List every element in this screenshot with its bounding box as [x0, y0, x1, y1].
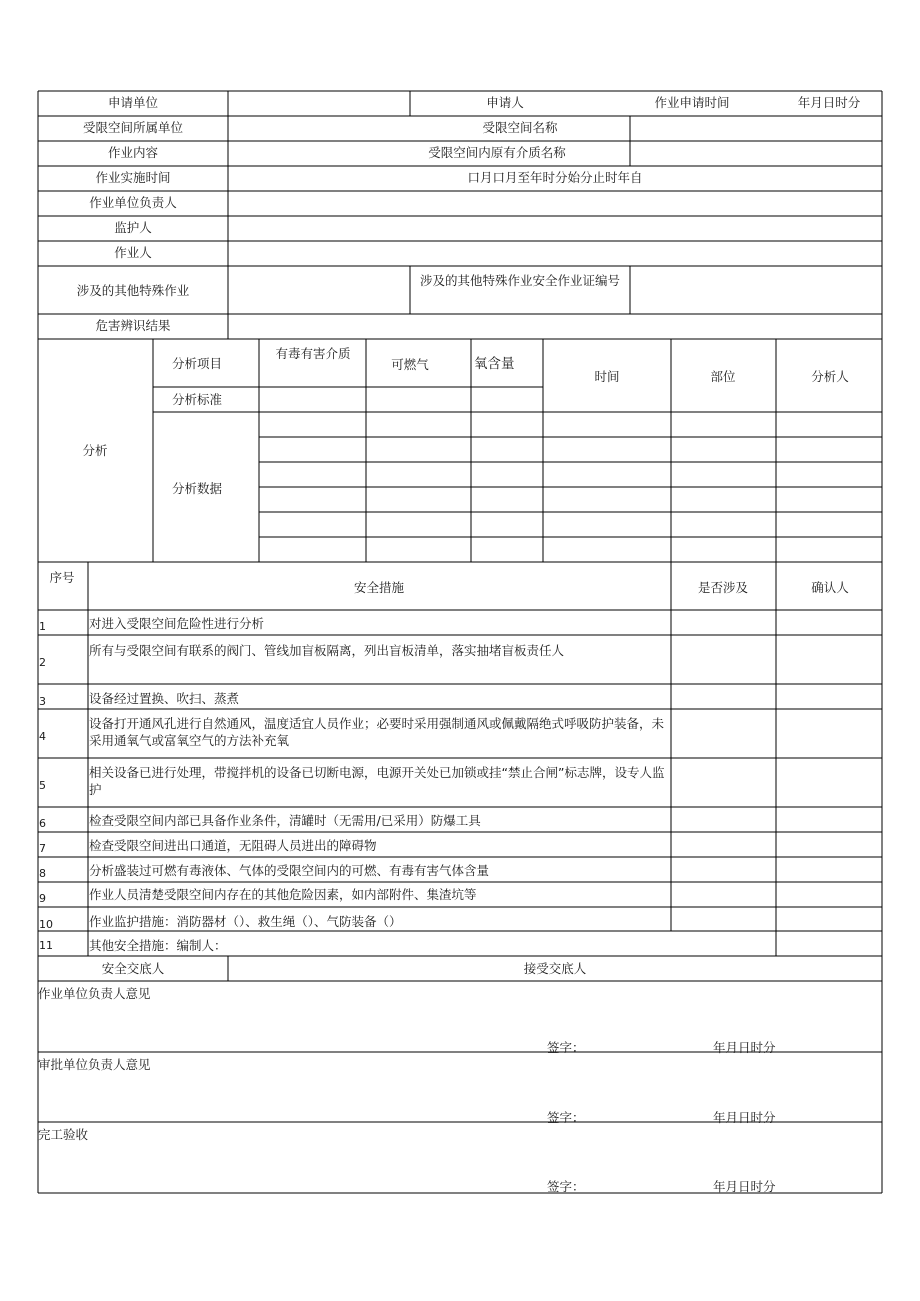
measure-no: 2	[39, 656, 46, 669]
measure-no: 7	[39, 842, 46, 855]
hazard-result-label: 危害辨识结果	[95, 318, 171, 333]
measure-text: 对进入受限空间危险性进行分析	[89, 616, 265, 631]
apply-time-value: 年月日时分	[797, 95, 861, 110]
measure-no: 3	[39, 695, 46, 708]
applicant-unit-label: 申请单位	[107, 95, 159, 110]
signature-label: 签字：	[547, 1040, 585, 1055]
unit-leader-label: 作业单位负责人	[89, 195, 177, 210]
approver-opinion-title: 审批单位负责人意见	[38, 1057, 151, 1072]
col-flammable-gas: 可燃气	[391, 357, 429, 372]
measure-text: 分析盛装过可燃有毒液体、气体的受限空间内的可燃、有毒有害气体含量	[89, 863, 490, 878]
col-analyst: 分析人	[811, 369, 849, 384]
analysis-standard-label: 分析标准	[171, 392, 223, 407]
measure-text: 作业人员清楚受限空间内存在的其他危险因素，如内部附件、集渣坑等	[89, 887, 477, 902]
space-owner-unit-label: 受限空间所属单位	[82, 120, 184, 135]
space-name-label: 受限空间名称	[482, 120, 558, 135]
measure-no: 6	[39, 817, 46, 830]
original-medium-label: 受限空间内原有介质名称	[428, 145, 566, 160]
measure-no: 4	[39, 730, 46, 743]
date-label: 年月日时分	[713, 1040, 776, 1055]
measure-text: 所有与受限空间有联系的阀门、管线加盲板隔离，列出盲板清单，落实抽堵盲板责任人	[89, 643, 565, 658]
safety-briefing-receiver-label: 接受交底人	[523, 961, 587, 976]
measure-no: 8	[39, 867, 46, 880]
measure-text: 作业监护措施：消防器材（）、救生绳（）、气防装备（）	[89, 914, 402, 929]
measure-text: 设备经过置换、吹扫、蒸煮	[89, 691, 240, 706]
unit-leader-opinion-title: 作业单位负责人意见	[38, 986, 151, 1001]
signature-label: 签字：	[547, 1110, 585, 1125]
signature-label: 签字：	[547, 1179, 585, 1194]
analysis-item-label: 分析项目	[171, 356, 223, 371]
other-special-work-label: 涉及的其他特殊作业	[76, 283, 190, 298]
col-time: 时间	[594, 369, 620, 384]
measure-no: 11	[39, 939, 53, 952]
analysis-label: 分析	[82, 443, 108, 458]
measure-no: 10	[39, 918, 53, 931]
measure-no-header: 序号	[49, 570, 75, 585]
col-toxic-medium: 有毒有害介质	[275, 346, 351, 361]
measure-no: 9	[39, 892, 46, 905]
measure-no: 1	[39, 620, 46, 633]
col-oxygen-content: 氧含量	[474, 356, 515, 372]
measure-text: 设备打开通风孔进行自然通风，温度适宜人员作业；必要时采用强制通风或佩戴隔绝式呼吸防护装备，未采用通氧气或富氧空气的方法补充氧	[89, 716, 665, 748]
work-period-label: 作业实施时间	[95, 170, 171, 185]
apply-time-label: 作业申请时间	[654, 95, 730, 110]
measure-no: 5	[39, 779, 46, 792]
other-special-cert-label: 涉及的其他特殊作业安全作业证编号	[419, 273, 621, 288]
date-label: 年月日时分	[713, 1110, 776, 1125]
completion-acceptance-title: 完工验收	[38, 1127, 89, 1142]
col-location: 部位	[710, 369, 736, 384]
measure-text: 其他安全措施：编制人：	[89, 938, 227, 953]
guardian-label: 监护人	[114, 220, 152, 235]
work-period-value: 口月口月至年时分始分止时年自	[467, 170, 643, 185]
measure-text: 检查受限空间进出口通道，无阻碍人员进出的障碍物	[89, 838, 377, 853]
involved-header: 是否涉及	[697, 580, 749, 595]
analysis-data-label: 分析数据	[171, 481, 223, 496]
measure-text: 检查受限空间内部已具备作业条件，清罐时（无需用/已采用）防爆工具	[89, 813, 481, 828]
confirm-header: 确认人	[811, 580, 849, 595]
safety-briefing-giver-label: 安全交底人	[101, 961, 165, 976]
date-label: 年月日时分	[713, 1179, 776, 1194]
work-content-label: 作业内容	[107, 145, 159, 160]
measure-header: 安全措施	[353, 580, 405, 595]
worker-label: 作业人	[114, 245, 152, 260]
applicant-label: 申请人	[486, 95, 524, 110]
measure-text: 相关设备已进行处理，带搅拌机的设备已切断电源，电源开关处已加锁或挂“禁止合闸”标志牌，设专人监护	[89, 765, 665, 797]
